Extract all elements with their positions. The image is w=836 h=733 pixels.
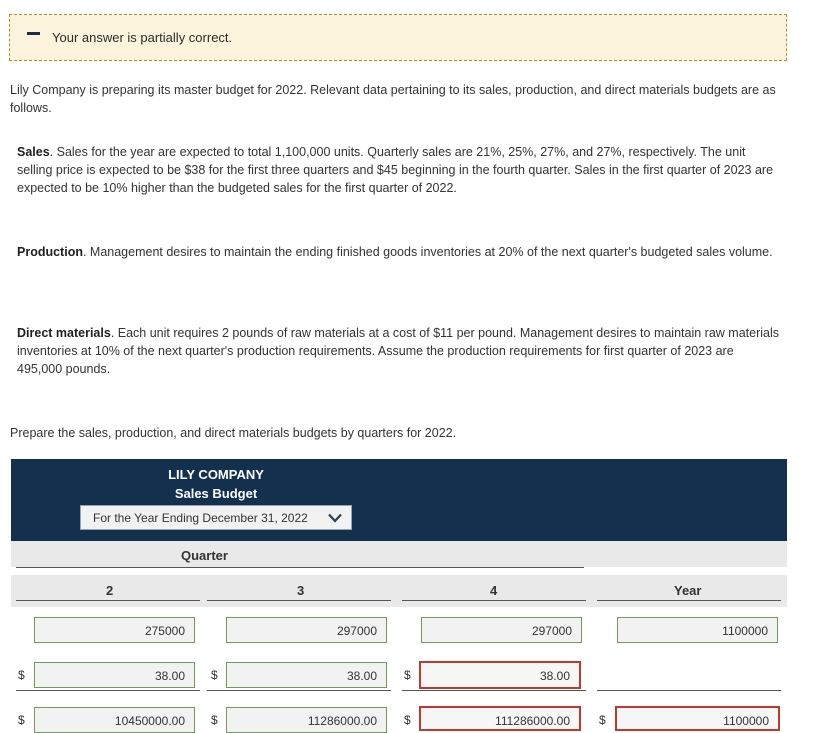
column-header-q3: 3 (297, 583, 305, 598)
sales-q2-input[interactable]: 10450000.00 (34, 707, 195, 733)
production-paragraph (17, 243, 777, 261)
sales-year-input[interactable]: 1100000 (615, 706, 780, 731)
budget-title: Sales Budget (174, 486, 258, 501)
sales-q3-input[interactable]: 11286000.00 (226, 707, 387, 733)
sales-paragraph (17, 143, 777, 197)
materials-text: . Each unit requires 2 pounds of raw materials at a cost of $11 per pound. Management desires to maintain raw materials inventories at 10% of the next quarter's production requirements. Assume the production requirements for first quarter of 2023 are 495,000 pounds. (17, 326, 779, 376)
divider (597, 600, 781, 601)
instruction-text: Prepare the sales, production, and direct materials budgets by quarters for 2022. (10, 426, 457, 440)
materials-paragraph (17, 324, 782, 378)
quarter-group-header: Quarter (181, 548, 228, 563)
units-q3-input[interactable]: 297000 (226, 617, 387, 643)
production-label: Production (17, 245, 83, 259)
materials-label: Direct materials (17, 326, 111, 340)
divider (402, 600, 586, 601)
divider (207, 600, 391, 601)
sales-text: . Sales for the year are expected to total 1,100,000 units. Quarterly sales are 21%, 25%, 27%, and 27%, respectively. The unit selling price is expected to be $38 for the first three quarters and $45 beginning in the fourth quarter. Sales in the first quarter of 2023 are expected to be 10% higher than the budgeted sales for the first quarter of 2022. (17, 145, 774, 195)
company-name: LILY COMPANY (168, 467, 264, 482)
divider (16, 690, 200, 691)
currency-symbol: $ (404, 668, 411, 682)
currency-symbol: $ (211, 668, 218, 682)
chevron-down-icon (328, 513, 342, 523)
quarter-header-band (11, 541, 787, 567)
column-header-year: Year (674, 583, 702, 598)
divider (207, 690, 391, 691)
price-q4-input[interactable]: 38.00 (419, 661, 581, 689)
partial-correct-icon (27, 32, 40, 35)
column-header-band (11, 575, 787, 607)
production-text: . Management desires to maintain the ending finished goods inventories at 20% of the next quarter's budgeted sales volume. (82, 245, 773, 259)
units-q4-input[interactable]: 297000 (421, 617, 582, 643)
currency-symbol: $ (18, 668, 25, 682)
currency-symbol: $ (211, 713, 218, 727)
divider (597, 690, 781, 691)
sales-label: Sales (17, 145, 50, 159)
price-q3-input[interactable]: 38.00 (226, 662, 387, 688)
feedback-message: Your answer is partially correct. (52, 30, 233, 45)
period-selected-value: For the Year Ending December 31, 2022 (93, 511, 308, 525)
price-q2-input[interactable]: 38.00 (34, 662, 195, 688)
currency-symbol: $ (404, 713, 411, 727)
units-q2-input[interactable]: 275000 (34, 617, 195, 643)
currency-symbol: $ (599, 713, 606, 727)
period-dropdown[interactable] (80, 505, 352, 530)
divider (402, 690, 586, 691)
column-header-q4: 4 (490, 583, 498, 598)
divider (16, 567, 584, 568)
feedback-banner (9, 14, 787, 61)
currency-symbol: $ (18, 713, 25, 727)
divider (16, 600, 200, 601)
sales-q4-input[interactable]: 111286000.00 (419, 706, 581, 731)
column-header-q2: 2 (106, 583, 114, 598)
units-year-input[interactable]: 1100000 (617, 617, 778, 643)
intro-paragraph: Lily Company is preparing its master budget for 2022. Relevant data pertaining to its sales, production, and direct materials budgets are as follows. (10, 83, 776, 115)
